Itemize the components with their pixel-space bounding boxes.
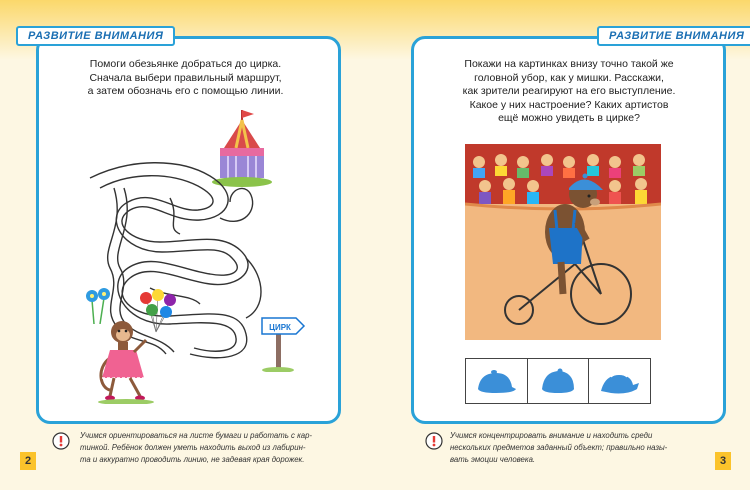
task-line: а затем обозначь его с помощью линии.: [87, 85, 284, 97]
task-line: Помоги обезьянке добраться до цирка.: [89, 58, 282, 70]
cap-icon: [536, 367, 580, 397]
section-tag: РАЗВИТИЕ ВНИМАНИЯ: [16, 26, 175, 46]
task-line: как зрители реагируют на его выступление.: [462, 85, 676, 97]
note-line: вать эмоции человека.: [450, 455, 536, 464]
note-line: та и аккуратно проводить линию, не задевая края дорожек.: [80, 455, 305, 464]
task-text: [58, 58, 313, 99]
task-line: ещё можно увидеть в цирке?: [498, 112, 640, 124]
task-text: [435, 58, 703, 126]
sign-label: ЦИРК: [269, 323, 291, 332]
right-page: [375, 0, 750, 490]
hat-option[interactable]: [528, 359, 590, 403]
task-line: Покажи на картинках внизу точно такой же: [464, 58, 674, 70]
page-number: 2: [20, 452, 36, 470]
hat-option[interactable]: [466, 359, 528, 403]
parent-note-icon: [52, 432, 70, 454]
task-line: Сначала выбери правильный маршрут,: [89, 71, 282, 84]
monkey-illustration: [96, 318, 168, 404]
page-number: 3: [715, 452, 731, 470]
note-line: тинкой. Ребёнок должен уметь находить выход из лабирин-: [80, 443, 306, 452]
note-line: Учимся концентрировать внимание и находить среди: [450, 431, 653, 440]
hat-option[interactable]: [589, 359, 650, 403]
section-tag: РАЗВИТИЕ ВНИМАНИЯ: [597, 26, 750, 46]
task-line: головной убор, как у мишки. Расскажи,: [474, 71, 664, 84]
circus-sign-illustration: [258, 312, 308, 372]
note-line: Учимся ориентироваться на листе бумаги и работать с кар-: [80, 431, 313, 440]
bear-on-bicycle-illustration: [465, 144, 661, 340]
hat-choices: [465, 358, 651, 404]
cap-icon: [474, 367, 518, 397]
parent-note: [80, 430, 355, 466]
task-line: Какое у них настроение? Каких артистов: [469, 98, 669, 111]
cap-icon: [597, 367, 641, 397]
parent-note-icon: [425, 432, 443, 454]
note-line: нескольких предметов заданный объект; правильно назы-: [450, 443, 668, 452]
parent-note: [450, 430, 710, 466]
